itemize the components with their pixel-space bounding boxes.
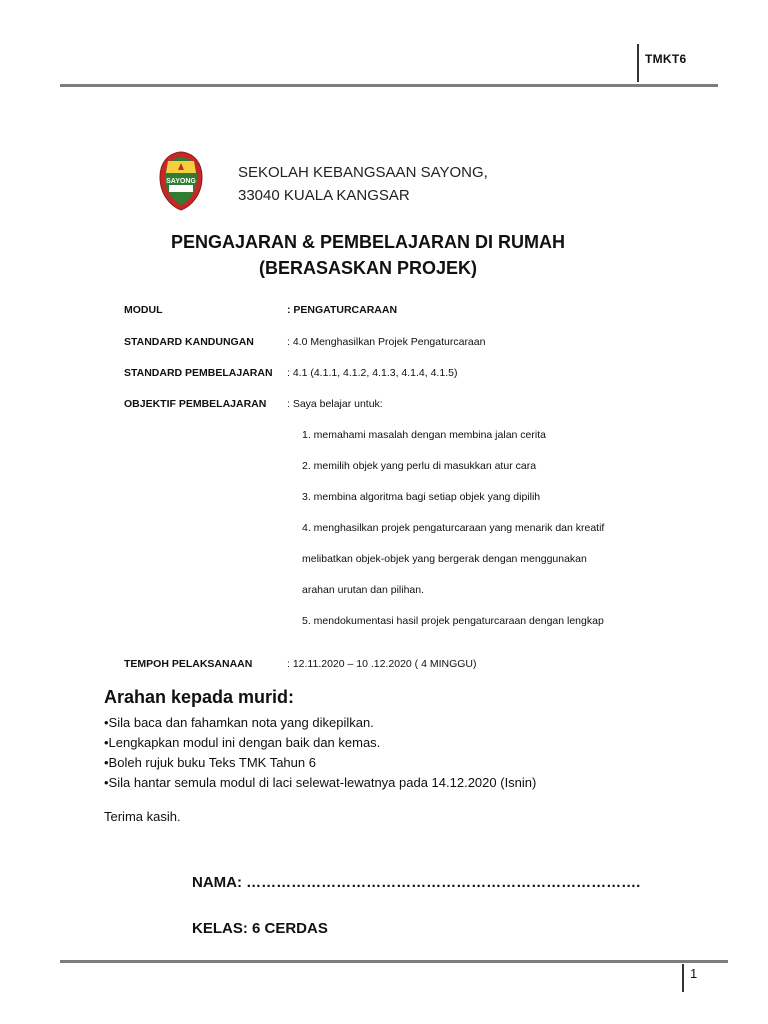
objective-item: melibatkan objek-objek yang bergerak dengan menggunakan xyxy=(302,553,587,565)
footer-divider xyxy=(682,964,684,992)
document-subtitle: (BERASASKAN PROJEK) xyxy=(258,258,478,278)
objective-item: 1. memahami masalah dengan membina jalan cerita xyxy=(302,429,546,441)
school-name: SEKOLAH KEBANGSAAN SAYONG, xyxy=(238,164,488,181)
instructions-heading: Arahan kepada murid: xyxy=(104,687,295,707)
objective-item: 4. menghasilkan projek pengaturcaraan yang menarik dan kreatif xyxy=(302,522,605,534)
header-rule xyxy=(60,84,718,87)
modul-label: MODUL xyxy=(124,304,163,316)
footer-rule xyxy=(60,960,728,963)
instruction-item: •Boleh rujuk buku Teks TMK Tahun 6 xyxy=(104,755,316,770)
school-address: 33040 KUALA KANGSAR xyxy=(238,187,410,204)
modul-value: : PENGATURCARAAN xyxy=(287,304,398,316)
student-class-field: KELAS: 6 CERDAS xyxy=(192,920,328,937)
instruction-item: •Sila hantar semula modul di laci selewat-lewatnya pada 14.12.2020 (Isnin) xyxy=(104,775,537,790)
logo-text: SAYONG xyxy=(166,178,196,185)
school-crest-icon xyxy=(158,151,204,211)
instruction-item: •Lengkapkan modul ini dengan baik dan kemas. xyxy=(104,735,381,750)
tempoh-label: TEMPOH PELAKSANAAN xyxy=(124,658,253,670)
objective-item: 5. mendokumentasi hasil projek pengaturcaraan dengan lengkap xyxy=(302,615,604,627)
student-name-field: NAMA: ……………………………………………………………………. xyxy=(192,874,641,891)
objective-item: 2. memilih objek yang perlu di masukkan atur cara xyxy=(302,460,537,472)
standard-pembelajaran-label: STANDARD PEMBELAJARAN xyxy=(124,367,273,379)
objective-item: arahan urutan dan pilihan. xyxy=(302,584,425,596)
standard-pembelajaran-value: : 4.1 (4.1.1, 4.1.2, 4.1.3, 4.1.4, 4.1.5) xyxy=(287,367,458,379)
objective-item: 3. membina algoritma bagi setiap objek yang dipilih xyxy=(302,491,541,503)
objektif-value: : Saya belajar untuk: xyxy=(287,398,383,410)
tempoh-value: : 12.11.2020 – 10 .12.2020 ( 4 MINGGU) xyxy=(287,658,477,670)
page-number: 1 xyxy=(690,966,698,981)
standard-kandungan-label: STANDARD KANDUNGAN xyxy=(124,336,254,348)
document-title: PENGAJARAN & PEMBELAJARAN DI RUMAH xyxy=(170,232,566,252)
header-divider xyxy=(637,44,639,82)
standard-kandungan-value: : 4.0 Menghasilkan Projek Pengaturcaraan xyxy=(287,336,486,348)
closing-note: Terima kasih. xyxy=(104,809,181,824)
objektif-label: OBJEKTIF PEMBELAJARAN xyxy=(124,398,267,410)
instruction-item: •Sila baca dan fahamkan nota yang dikepilkan. xyxy=(104,715,374,730)
document-code: TMKT6 xyxy=(645,52,687,66)
